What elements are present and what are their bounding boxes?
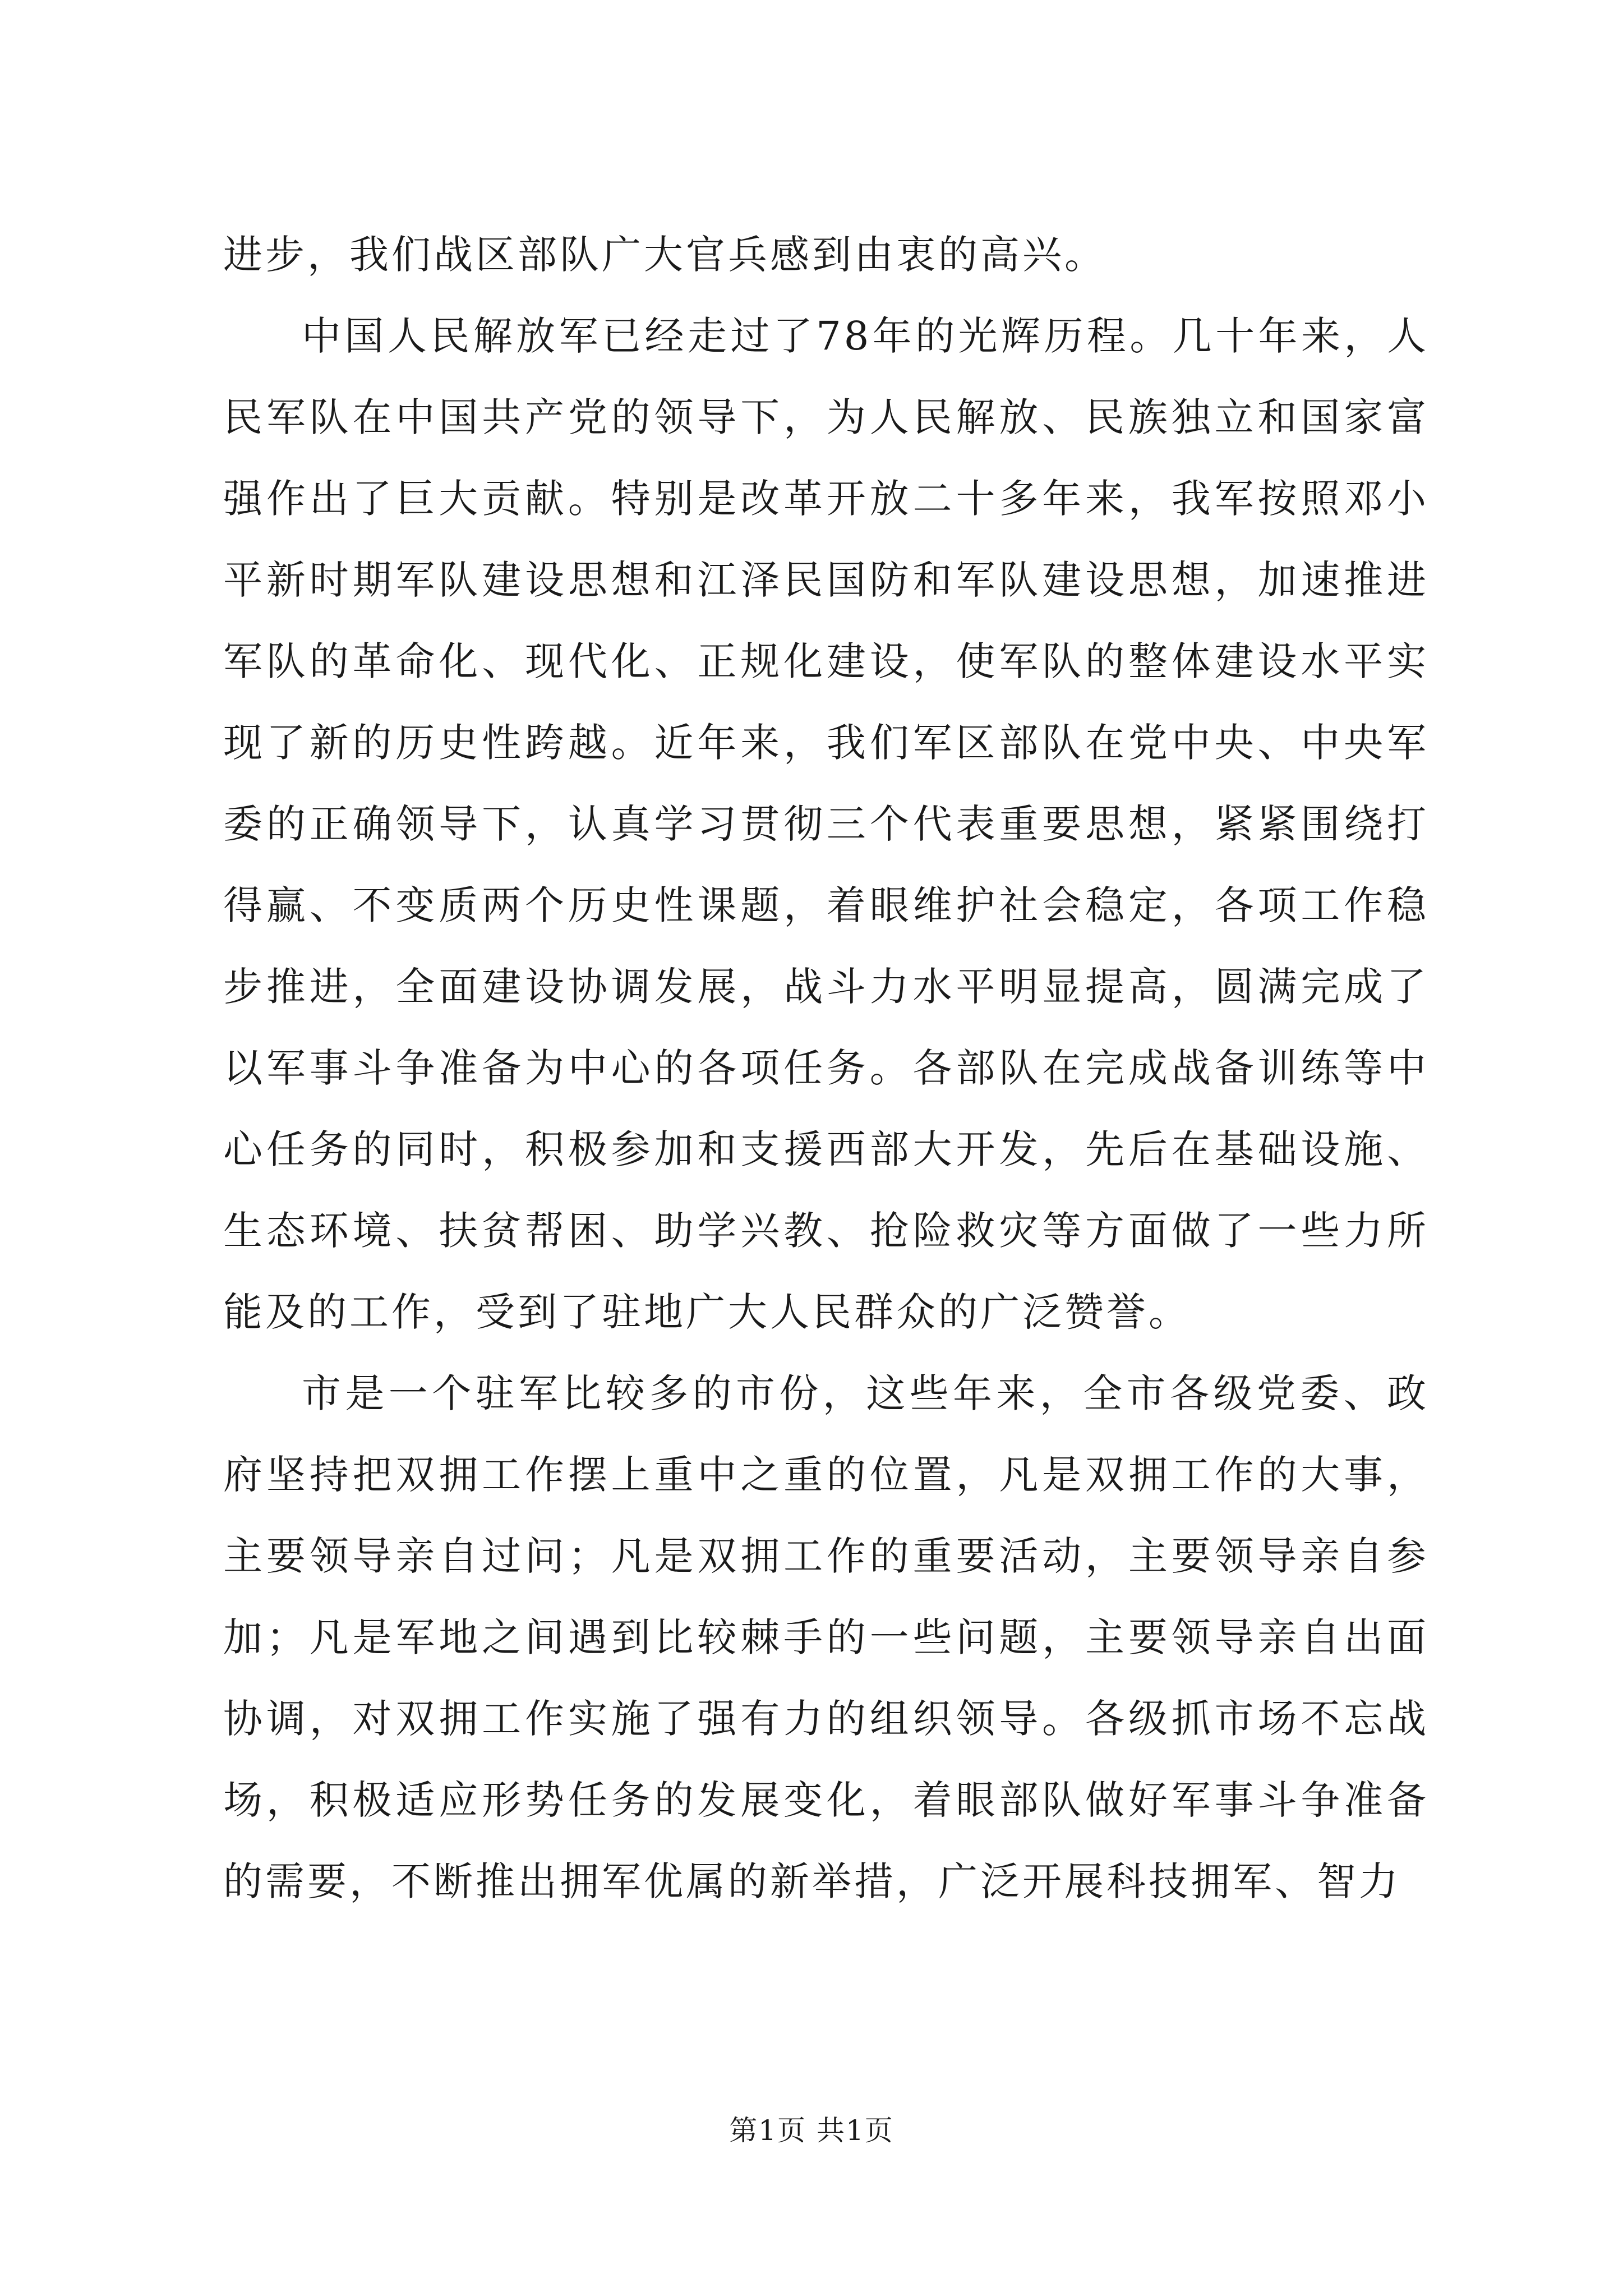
paragraph-1: 进步，我们战区部队广大官兵感到由衷的高兴。 — [223, 232, 1106, 278]
document-body — [223, 214, 1429, 1922]
page-footer: 第1页 共1页 — [729, 2114, 894, 2147]
paragraph-2: 中国人民解放军已经走过了78年的光辉历程。几十年来，人民军队在中国共产党的领导下，为人民解放、民族独立和国家富强作出了巨大贡献。特别是改革开放二十多年来，我军按照邓小平新时期军队建设思想和江泽民国防和军队建设思想，加速推进军队的革命化、现代化、正规化建设，使军队的整体建设水平实现了新的历史性跨越。近年来，我们军区部队在党中央、中央军委的正确领导下，认真学习贯彻三个代表重要思想，紧紧围绕打得赢、不变质两个历史性课题，着眼维护社会稳定，各项工作稳步推进，全面建设协调发展，战斗力水平明显提高，圆满完成了以军事斗争准备为中心的各项任务。各部队在完成战备训练等中心任务的同时，积极参加和支援西部大开发，先后在基础设施、生态环境、扶贫帮困、助学兴教、抢险救灾等方面做了一些力所能及的工作，受到了驻地广大人民群众的广泛赞誉。 — [223, 313, 1429, 1335]
paragraph-3: 市是一个驻军比较多的市份，这些年来，全市各级党委、政府坚持把双拥工作摆上重中之重的位置，凡是双拥工作的大事，主要领导亲自过问；凡是双拥工作的重要活动，主要领导亲自参加；凡是军地之间遇到比较棘手的一些问题，主要领导亲自出面协调，对双拥工作实施了强有力的组织领导。各级抓市场不忘战场，积极适应形势任务的发展变化，着眼部队做好军事斗争准备的需要，不断推出拥军优属的新举措，广泛开展科技拥军、智力 — [223, 1370, 1429, 1904]
